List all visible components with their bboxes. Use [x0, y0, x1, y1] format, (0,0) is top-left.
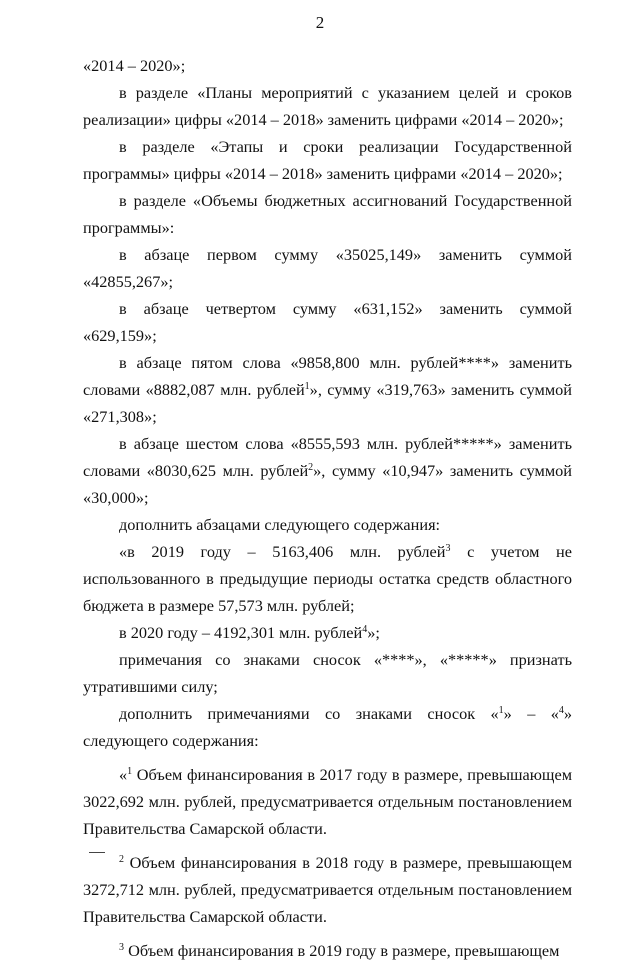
paragraph	[83, 761, 572, 842]
paragraph-text: дополнить абзацами следующего содержания:	[119, 515, 441, 534]
paragraph-text: в разделе «Планы мероприятий с указанием целей и сроков реализации» цифры «2014 – 2018» заменить цифрами «2014 – 2020»;	[83, 83, 572, 129]
footnote-mark: 1	[498, 705, 504, 716]
paragraph-text: », сумму «319,763» заменить суммой «271,308»;	[83, 380, 572, 426]
paragraph-text: в разделе «Этапы и сроки реализации Государственной программы» цифры «2014 – 2018» заменить цифрами «2014 – 2020»;	[83, 137, 572, 183]
paragraph	[83, 79, 572, 133]
paragraph-text: в абзаце первом сумму «35025,149» заменить суммой «42855,267»;	[83, 245, 572, 291]
paragraph	[83, 849, 572, 930]
paragraph-text: в 2020 году – 4192,301 млн. рублей	[119, 623, 363, 642]
paragraph-text: » – «	[503, 704, 559, 723]
paragraph	[83, 241, 572, 295]
paragraph	[83, 295, 572, 349]
paragraph-text: в разделе «Объемы бюджетных ассигнований Государственной программы»:	[83, 191, 572, 237]
paragraph	[83, 619, 572, 646]
paragraph	[83, 511, 572, 538]
paragraph-text: дополнить примечаниями со знаками сносок «	[119, 704, 499, 723]
footer-divider	[89, 852, 105, 853]
paragraph	[83, 52, 572, 79]
page-number: 2	[315, 13, 325, 32]
footnote-mark: 3	[119, 942, 124, 953]
paragraph-text: Объем финансирования в 2019 году в размере, превышающем	[124, 941, 560, 960]
paragraph-text: в абзаце пятом слова «9858,800 млн. рублей****» заменить словами «8882,087 млн. рублей	[83, 353, 572, 399]
paragraph	[83, 937, 572, 964]
paragraph	[83, 646, 572, 700]
paragraph	[83, 187, 572, 241]
paragraph-text: «в 2019 году – 5163,406 млн. рублей	[119, 542, 446, 561]
footnote-mark: 4	[558, 705, 564, 716]
paragraph	[83, 349, 572, 430]
footnote-mark: 1	[127, 766, 133, 777]
paragraph-text: примечания со знаками сносок «****», «*****» признать утратившими силу;	[83, 650, 572, 696]
footnote-mark: 1	[304, 381, 310, 392]
paragraph	[83, 430, 572, 511]
footnote-mark: 3	[445, 543, 451, 554]
footnote-mark: 2	[308, 462, 314, 473]
paragraph-text: », сумму «10,947» заменить суммой «30,000»;	[83, 461, 572, 507]
paragraph-text: «	[119, 765, 128, 784]
paragraph-text: Объем финансирования в 2017 году в размере, превышающем 3022,692 млн. рублей, предусматривается отдельным постановлением Правительства Самарской области.	[83, 765, 572, 838]
paragraph-text: в абзаце четвертом сумму «631,152» заменить суммой «629,159»;	[83, 299, 572, 345]
paragraph-text: с учетом не использованного в предыдущие периоды остатка средств областного бюджета в размере 57,573 млн. рублей;	[83, 542, 572, 615]
paragraph-text: в абзаце шестом слова «8555,593 млн. рублей*****» заменить словами «8030,625 млн. рублей	[83, 434, 572, 480]
paragraph-text: »;	[367, 623, 380, 642]
paragraph-text: Объем финансирования в 2018 году в размере, превышающем 3272,712 млн. рублей, предусматривается отдельным постановлением Правительства Самарской области.	[83, 853, 572, 926]
paragraph	[83, 700, 572, 754]
paragraph-text: » следующего содержания:	[83, 704, 573, 750]
footnote-mark: 4	[362, 624, 368, 635]
document-body	[83, 52, 572, 964]
paragraph-text: «2014 – 2020»;	[83, 56, 186, 75]
footnote-mark: 2	[119, 854, 124, 865]
paragraph	[83, 538, 572, 619]
paragraph	[83, 133, 572, 187]
